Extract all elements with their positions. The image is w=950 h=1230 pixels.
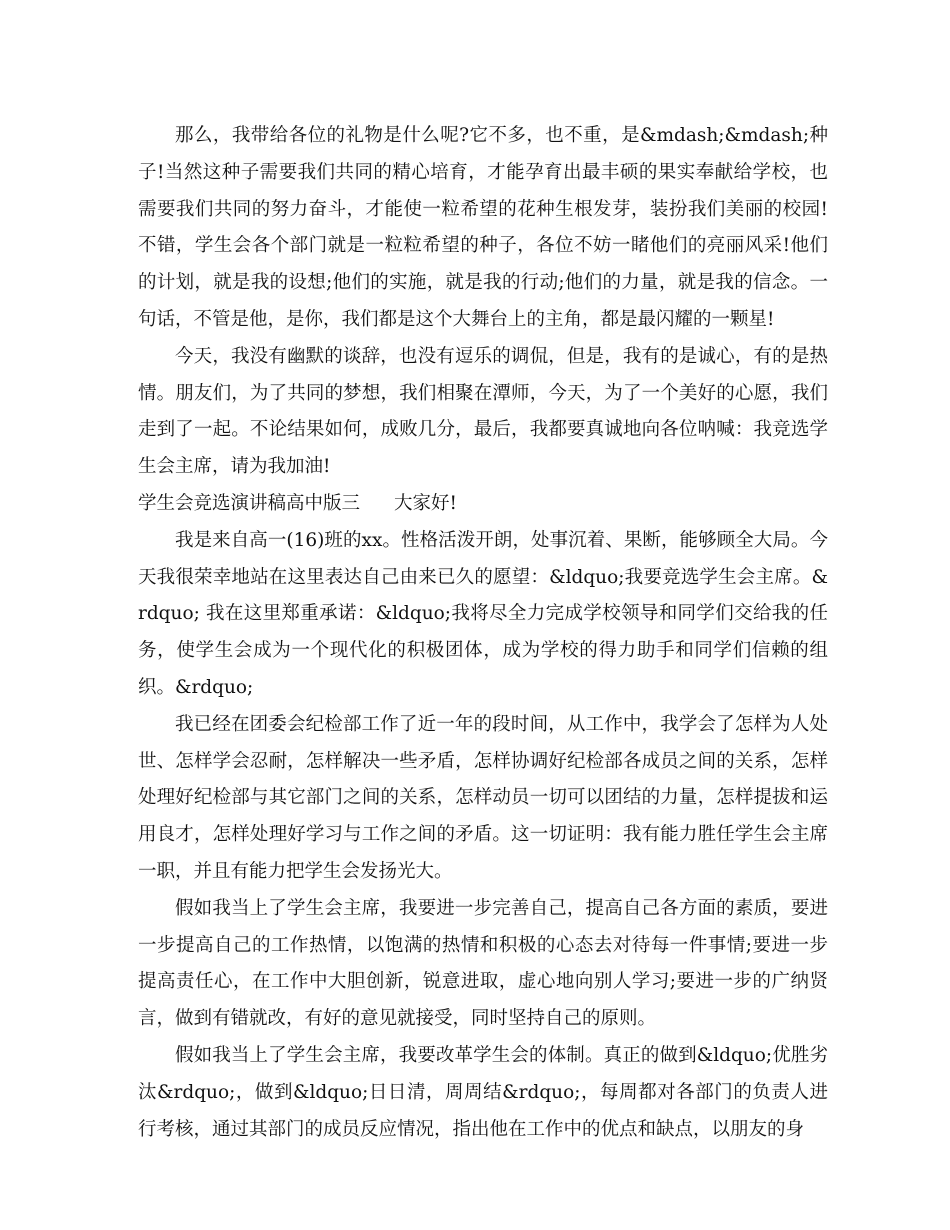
document-body [138, 118, 828, 1148]
paragraph-reform: 假如我当上了学生会主席，我要改革学生会的体制。真正的做到&ldquo;优胜劣汰&rdquo;，做到&ldquo;日日清，周周结&rdquo;，每周都对各部门的负责人进行考核，通过其部门的成员反应情况，指出他在工作中的优点和缺点，以朋友的身 [138, 1044, 828, 1140]
paragraph-self-intro: 我是来自高一(16)班的xx。性格活泼开朗，处事沉着、果断，能够顾全大局。今天我很荣幸地站在这里表达自己由来已久的愿望：&ldquo;我要竞选学生会主席。&rdquo; 我在这里郑重承诺：&ldquo;我将尽全力完成学校领导和同学们交给我的任务，使学生会成为一个现代化的积极团体，成为学校的得力助手和同学们信赖的组织。&rdquo; [138, 529, 828, 698]
paragraph-self-improvement: 假如我当上了学生会主席，我要进一步完善自己，提高自己各方面的素质，要进一步提高自己的工作热情，以饱满的热情和积极的心态去对待每一件事情;要进一步提高责任心，在工作中大胆创新，锐意进取，虚心地向别人学习;要进一步的广纳贤言，做到有错就改，有好的意见就接受，同时坚持自己的原则。 [138, 897, 828, 1030]
section-greeting: 大家好! [394, 492, 457, 514]
section-heading [138, 486, 828, 523]
paragraph-experience: 我已经在团委会纪检部工作了近一年的段时间，从工作中，我学会了怎样为人处世、怎样学会忍耐，怎样解决一些矛盾，怎样协调好纪检部各成员之间的关系，怎样处理好纪检部与其它部门之间的关系，怎样动员一切可以团结的力量，怎样提拔和运用良才，怎样处理好学习与工作之间的矛盾。这一切证明：我有能力胜任学生会主席一职，并且有能力把学生会发扬光大。 [138, 713, 828, 882]
paragraph-gift-seeds: 那么，我带给各位的礼物是什么呢?它不多，也不重，是&mdash;&mdash;种子!当然这种子需要我们共同的精心培育，才能孕育出最丰硕的果实奉献给学校，也需要我们共同的努力奋斗，才能使一粒希望的花种生根发芽，装扮我们美丽的校园!不错，学生会各个部门就是一粒粒希望的种子，各位不妨一睹他们的亮丽风采!他们的计划，就是我的设想;他们的实施，就是我的行动;他们的力量，就是我的信念。一句话，不管是他，是你，我们都是这个大舞台上的主角，都是最闪耀的一颗星! [138, 125, 828, 330]
section-title: 学生会竞选演讲稿高中版三 [138, 492, 361, 514]
paragraph-sincere-call: 今天，我没有幽默的谈辞，也没有逗乐的调侃，但是，我有的是诚心，有的是热情。朋友们，为了共同的梦想，我们相聚在潭师，今天，为了一个美好的心愿，我们走到了一起。不论结果如何，成败几分，最后，我都要真诚地向各位呐喊：我竞选学生会主席，请为我加油! [138, 345, 828, 478]
